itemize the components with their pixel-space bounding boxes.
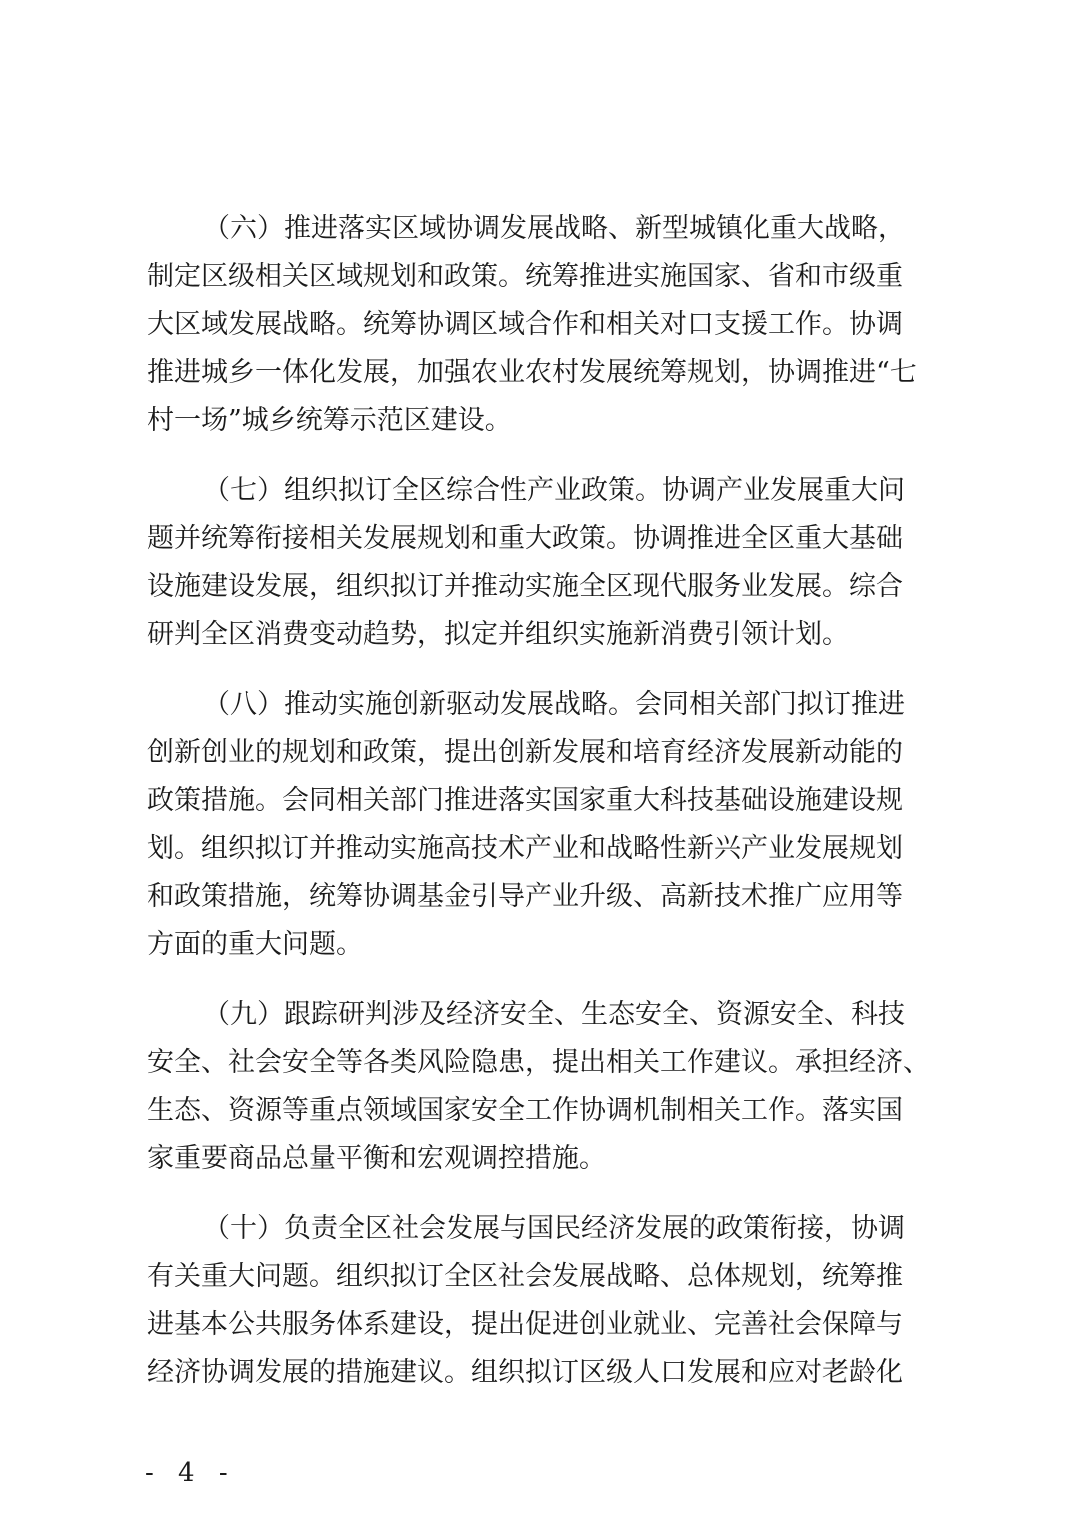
text-line: 大区域发展战略。统筹协调区域合作和相关对口支援工作。协调 [147, 309, 903, 340]
text-line: 和政策措施，统筹协调基金引导产业升级、高新技术推广应用等 [147, 881, 903, 912]
text-line: 划。组织拟订并推动实施高技术产业和战略性新兴产业发展规划 [147, 833, 903, 864]
paragraph-9 [147, 991, 947, 1183]
text-line: （十）负责全区社会发展与国民经济发展的政策衔接，协调 [203, 1213, 905, 1244]
text-line: 题并统筹衔接相关发展规划和重大政策。协调推进全区重大基础 [147, 523, 903, 554]
text-line: （七）组织拟订全区综合性产业政策。协调产业发展重大问 [203, 475, 905, 506]
text-line: 进基本公共服务体系建设，提出促进创业就业、完善社会保障与 [147, 1309, 903, 1340]
text-line: 村一场”城乡统筹示范区建设。 [147, 405, 512, 436]
document-body [147, 205, 947, 1419]
text-line: 经济协调发展的措施建议。组织拟订区级人口发展和应对老龄化 [147, 1357, 903, 1388]
text-line: （八）推动实施创新驱动发展战略。会同相关部门拟订推进 [203, 689, 905, 720]
paragraph-10 [147, 1205, 947, 1397]
text-line: 研判全区消费变动趋势，拟定并组织实施新消费引领计划。 [147, 619, 849, 650]
text-line: 制定区级相关区域规划和政策。统筹推进实施国家、省和市级重 [147, 261, 903, 292]
text-line: 推进城乡一体化发展，加强农业农村发展统筹规划，协调推进“七 [147, 357, 917, 388]
paragraph-7 [147, 467, 947, 659]
paragraph-6 [147, 205, 947, 445]
text-line: （九）跟踪研判涉及经济安全、生态安全、资源安全、科技 [203, 999, 905, 1030]
text-line: 创新创业的规划和政策，提出创新发展和培育经济发展新动能的 [147, 737, 903, 768]
text-line: 方面的重大问题。 [147, 929, 363, 960]
text-line: 政策措施。会同相关部门推进落实国家重大科技基础设施建设规 [147, 785, 903, 816]
paragraph-8 [147, 681, 947, 969]
text-line: 有关重大问题。组织拟订全区社会发展战略、总体规划，统筹推 [147, 1261, 903, 1292]
text-line: 安全、社会安全等各类风险隐患，提出相关工作建议。承担经济、 [147, 1047, 930, 1078]
text-line: 家重要商品总量平衡和宏观调控措施。 [147, 1143, 606, 1174]
page-number: - 4 - [145, 1458, 236, 1488]
text-line: 生态、资源等重点领域国家安全工作协调机制相关工作。落实国 [147, 1095, 903, 1126]
text-line: （六）推进落实区域协调发展战略、新型城镇化重大战略， [203, 213, 905, 244]
text-line: 设施建设发展，组织拟订并推动实施全区现代服务业发展。综合 [147, 571, 903, 602]
